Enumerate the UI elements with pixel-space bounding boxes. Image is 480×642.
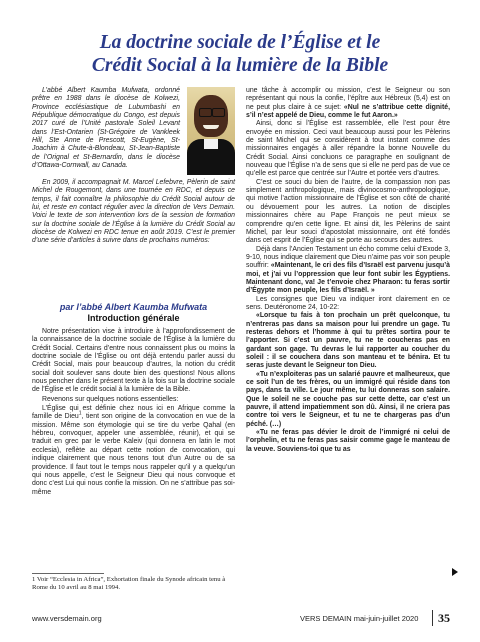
text-run: Déjà dans l’Ancien Testament un écho comme celui d’Exode 3, 9-10, nous indique clairement que Dieu n’aime pas voir son peuple souffrir: (246, 245, 450, 270)
intro-narrow (32, 87, 180, 170)
byline-name: l’abbé Albert Kaumba Mufwata (76, 302, 208, 312)
portrait-glasses-left (199, 108, 212, 117)
portrait-glasses-right (212, 108, 225, 117)
body-paragraph (246, 87, 450, 120)
body-right-column (246, 87, 450, 454)
bold-quote: «Tu n’exploiteras pas un salarié pauvre et malheureux, que ce soit l’un de tes frères, ou un immigré qui réside dans ton pays, dans ta ville. Le jour même, tu lui donneras son salaire. Que le soleil ne se couche pas sur cette dette, car c’est un pauvre, il attend impatiemment son dû. Ainsi, il ne criera pas contre toi vers le Seigneur, et tu ne te chargeras pas d’un péché. (…) (246, 370, 450, 428)
footer-divider (432, 610, 433, 626)
byline-by: par (59, 302, 74, 312)
portrait-smile (203, 125, 219, 129)
section-heading: Introduction générale (87, 313, 180, 323)
author-portrait-photo (187, 87, 235, 175)
body-paragraph: Ainsi, donc si l’Église est rassemblée, elle l’est pour être envoyée en mission. Ceci vaut beaucoup aussi pour les Pèlerins de saint Michel qui se considèrent à tout instant comme des missionnaires engagés à aller répandre la bonne Nouvelle du Crédit Social. Ainsi concluons ce paragraphe en soulignant de nouveau que l’Église n’a de sens que si elle ne perd pas de vue ce qu’elle est parce que centrée sur l’Autre et portée vers d’autres. (246, 120, 450, 178)
intro-full (32, 179, 235, 246)
body-paragraph (246, 246, 450, 296)
bold-quote: «Nul ne s’attribue cette dignité, s’il n’est appelé de Dieu, comme le fut Aaron.» (246, 103, 450, 120)
body-left-column (32, 328, 235, 498)
page-number: 35 (438, 611, 450, 625)
bold-quote: «Tu ne feras pas dévier le droit de l’immigré ni celui de l’orphelin, et tu ne feras pas saisir comme gage le manteau de la veuve. Souviens-toi que tu as (246, 429, 450, 453)
body-paragraph: C’est ce souci du bien de l’autre, de la compassion non pas simplement anthropologique, mais divinocosmo-anthropologique, qui motive l’action missionnaire de l’Église et son côté de charité ou dévouement pour les autres. La notion de disciples missionnaires chère au Pape François ne peut mieux se comprendre qu’en cette ligne. Et ainsi dit, les Pèlerins de saint Michel, par leur souci d’apostolat missionnaire, ont été fondés dans cet esprit de l’Église qui se porte au secours des autres. (246, 178, 450, 245)
text-run: une tâche à accomplir ou mission, c’est le Seigneur ou son représentant qui nous la confie, l’épître aux Hébreux (5,4) est on ne peut plus claire à ce sujet: (246, 87, 450, 111)
intro-paragraph-1: L’abbé Albert Kaumba Mufwata, ordonné prêtre en 1988 dans le diocèse de Kolwezi, Province ecclésiastique de Lubumbashi en République démocratique du Congo, est depuis 2017 curé de l’Unité pastorale Soleil Levant dans l’Est-Ontarien (St-Grégoire de Vankleek Hill, Ste Anne de Prescott, St-Eugène, St-Joachim à Chute-à-Blondeau, St-Jean-Baptiste de l’Orignal et St-Bernardin, dans le diocèse d’Ottawa-Cornwall, au Canada. (32, 87, 180, 170)
footnote-ref: 1 (78, 411, 82, 418)
bold-quote: «Lorsque tu fais à ton prochain un prêt quelconque, tu n’entreras pas dans sa maison pour lui prendre un gage. Tu resteras dehors et l’homme à qui tu prêtes sortira pour te l’apporter. Si c’est un pauvre, tu ne te coucheras pas en gardant son gage. Tu devras le lui rapporter au coucher du soleil : il se couchera dans son manteau et te bénira. Et tu seras juste devant le Seigneur ton Dieu. (246, 312, 450, 370)
author-byline (32, 302, 235, 324)
footnote-rule (32, 573, 104, 574)
intro-paragraph-2: En 2009, il accompagnait M. Marcel Lefebvre, Pèlerin de saint Michel de Rougemont, dans une tournée en RDC, et depuis ce temps, il fait connaître la philosophie du Crédit Social autour de lui, et reste en contact régulier avec la direction de Vers Demain. Voici le texte de son intervention lors de la session de formation sur la doctrine sociale de l’Église à la lumière du Crédit Social au diocèse de Kolwezi en RDC tenue en août 2019. C’est le premier d’une série d’articles à suivre dans de prochains numéros: (32, 179, 235, 245)
portrait-collar (204, 139, 218, 149)
bold-quote: «Maintenant, le cri des fils d’Israël est parvenu jusqu’à moi, et j’ai vu l’oppression que leur font subir les Égyptiens. Maintenant donc, va! Je t’envoie chez Pharaon: tu feras sortir d’Égypte mon peuple, les fils d’Israël. » (246, 262, 451, 295)
article-title (14, 31, 466, 77)
text-run: , tient son origine de la convocation en vue de la mission. Même son étymologie qui se tire du verbe Qahal (en hébreu, convoquer, appeler une assemblée, réunir), et qui se traduit en grec par le verbe Kaleiv (qui donnera en latin le mot ecclesia), reflète au départ cette notion de convocation, qui indique clairement que nous tenons tout d’un Autre ou de sa providence. Il faut tout le temps nous rappeler qu’il y a quelqu’un qui nous appelle, c’est le Seigneur Dieu qui nous convoque et donc c’est Lui qui nous confie la mission. On ne s’attribue pas soi-même (32, 413, 236, 496)
body-paragraph (32, 405, 235, 497)
footer-url[interactable]: www.versdemain.org (32, 614, 102, 623)
footnote: 1 Voir “Ecclesia in Africa”, Exhortation finale du Synode africain tenu à Rome du 10 avril au 8 mai 1994. (32, 576, 226, 591)
title-line-2: Crédit Social à la lumière de la Bible (91, 55, 389, 76)
title-line-1: La doctrine sociale de l’Église et le (99, 32, 381, 53)
footer-magazine: VERS DEMAIN mai-juin-juillet 2020 (300, 614, 419, 623)
continue-arrow-icon (452, 568, 458, 576)
body-paragraph: Revenons sur quelques notions essentielles: (42, 395, 179, 403)
body-paragraph: Les consignes que Dieu va indiquer iront clairement en ce sens. Deutéronome 24, 10-22: (246, 295, 450, 311)
text-run: L’Église qui est définie chez nous ici en Afrique comme la famille de Dieu (32, 405, 235, 421)
body-paragraph: Notre présentation vise à introduire à l’approfondissement de la connaissance de la doctrine sociale de l’Église à la lumière du Crédit Social. Certains d’entre nous connaissent plus ou moins la doctrine sociale de l’Église ou ont déjà entendu parler aussi du Crédit Social, mais pour beaucoup d’autres, la notion du crédit social doit soulever sans doute bien des questions! Nous allons nous pencher dans le présent texte à la fois sur la doctrine sociale de l’Église et le crédit social à la lumière de la Bible. (32, 328, 235, 394)
